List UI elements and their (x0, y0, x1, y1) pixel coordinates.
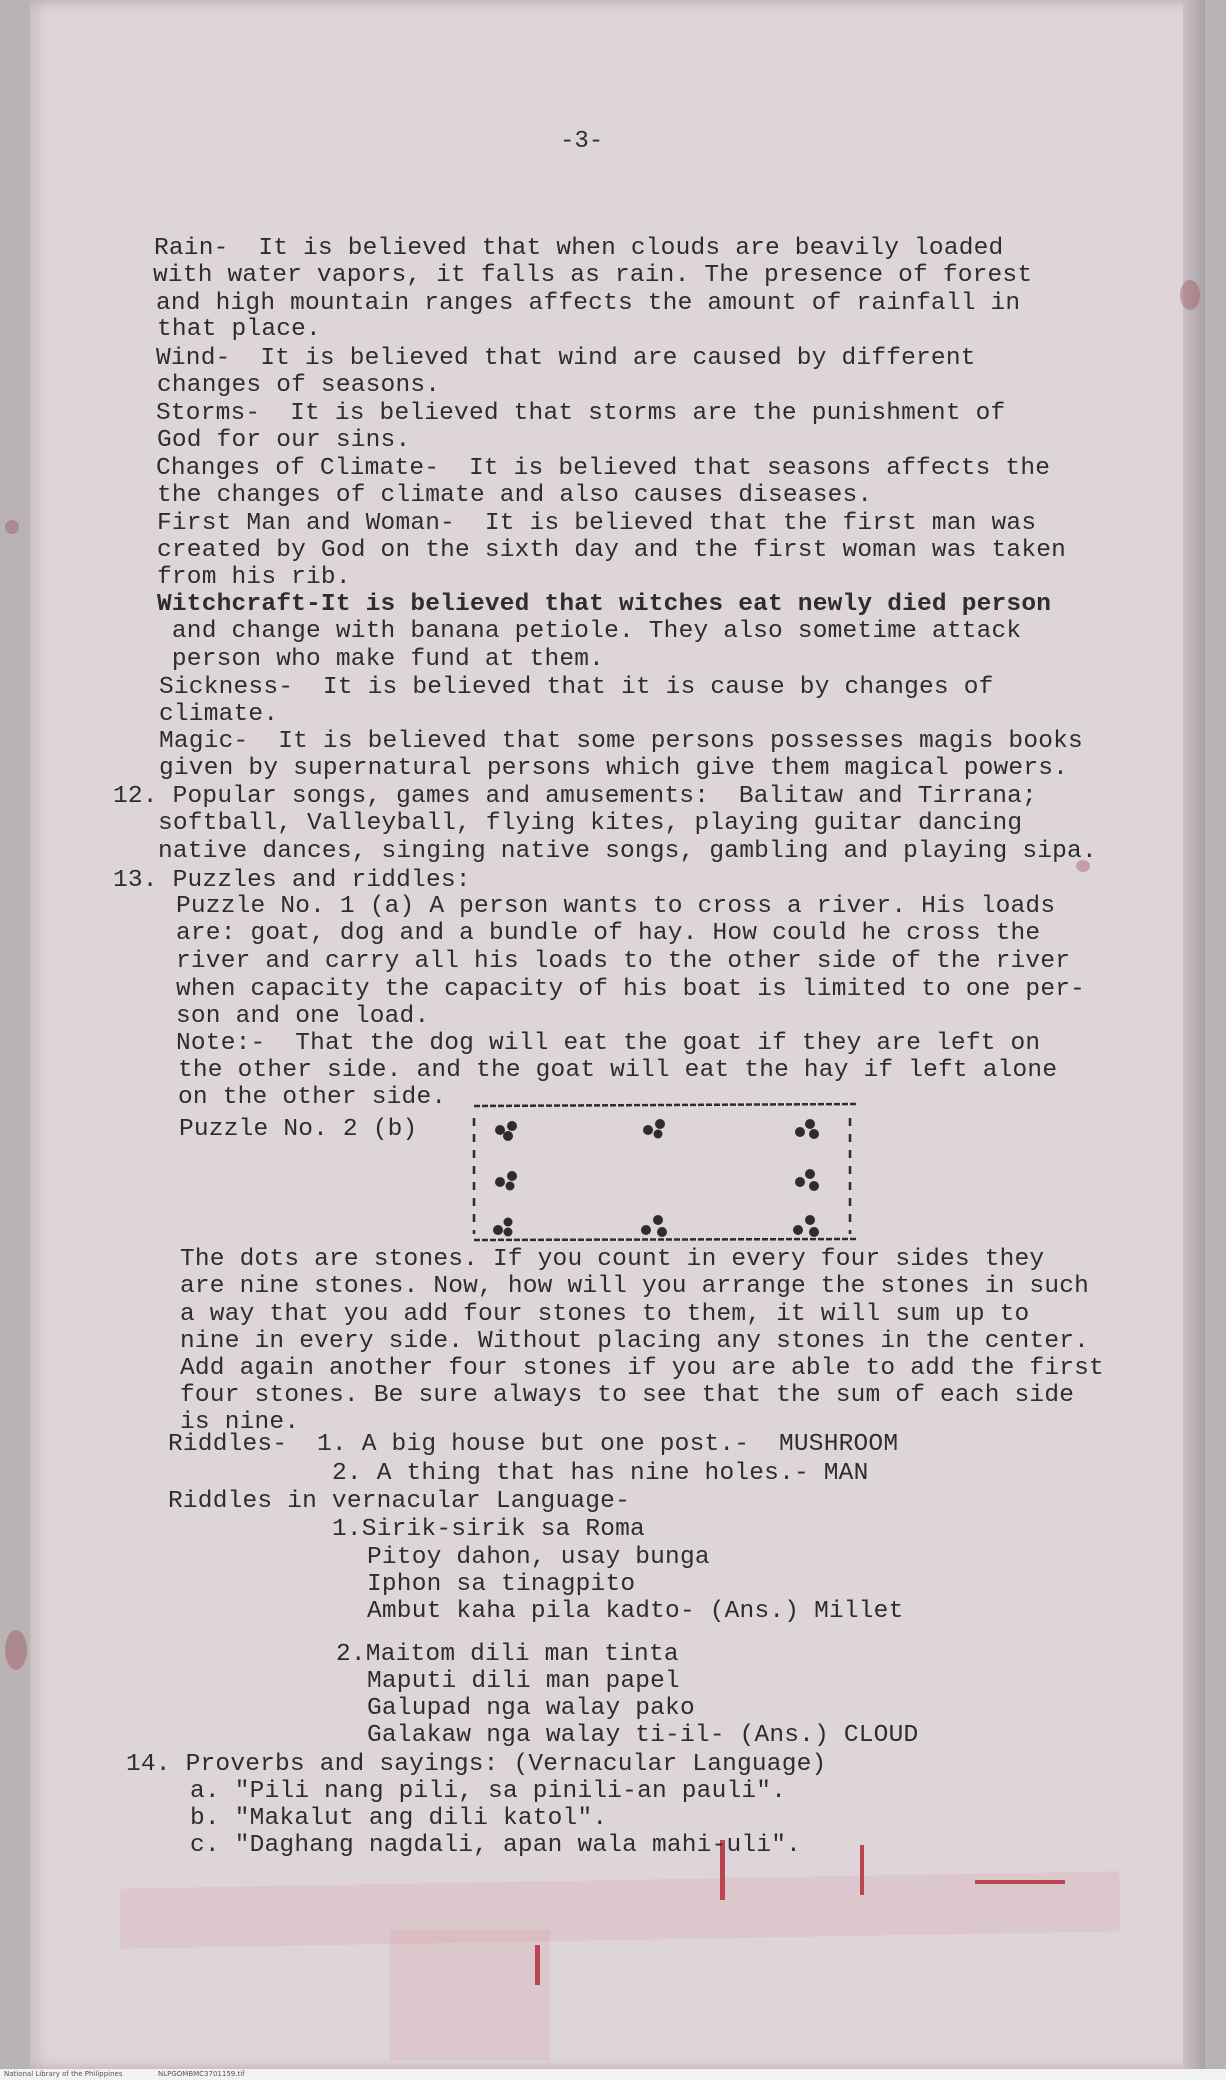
text-line: c. "Daghang nagdali, apan wala mahi-uli". (190, 1832, 801, 1859)
text-line: and change with banana petiole. They also sometime attack (157, 618, 1022, 645)
text-line: softball, Valleyball, flying kites, playing guitar dancing (158, 810, 1023, 837)
text-line: 14. Proverbs and sayings: (Vernacular Language) (126, 1751, 827, 1778)
text-line: Rain- It is believed that when clouds are beavily loaded (154, 235, 1004, 262)
ink-mark (535, 1945, 540, 1985)
stone-cluster-bottom-right (793, 1215, 819, 1237)
tape-strip (390, 1930, 550, 2060)
text-line: Ambut kaha pila kadto- (Ans.) Millet (367, 1598, 904, 1625)
text-line: Magic- It is believed that some persons possesses magis books (159, 728, 1083, 755)
text-line: The dots are stones. If you count in every four sides they (180, 1246, 1045, 1273)
text-line: changes of seasons. (157, 372, 441, 399)
text-line: Note:- That the dog will eat the goat if they are left on (176, 1030, 1041, 1057)
text-line: when capacity the capacity of his boat is limited to one per- (176, 976, 1086, 1003)
text-line: the changes of climate and also causes diseases. (157, 482, 873, 509)
stone-cluster-top-middle (643, 1119, 665, 1139)
stain (5, 1630, 27, 1670)
diagram-top-border (474, 1104, 856, 1106)
text-line: Galupad nga walay pako (367, 1695, 695, 1722)
text-line: 2.Maitom dili man tinta (336, 1641, 679, 1668)
text-line: Galakaw nga walay ti-il- (Ans.) CLOUD (367, 1722, 919, 1749)
footer-filename: NLPGOMBMC3701159.tif (158, 2070, 245, 2078)
text-line: person who make fund at them. (157, 646, 605, 673)
text-line: Puzzle No. 2 (b) (179, 1116, 418, 1143)
text-line: Changes of Climate- It is believed that seasons affects the (156, 455, 1051, 482)
text-line: God for our sins. (157, 427, 411, 454)
text-line: given by supernatural persons which give them magical powers. (159, 755, 1069, 782)
text-line: Puzzle No. 1 (a) A person wants to cross a river. His loads (176, 893, 1056, 920)
text-line: river and carry all his loads to the other side of the river (176, 948, 1071, 975)
text-line: climate. (159, 701, 279, 728)
text-line: created by God on the sixth day and the first woman was taken (157, 537, 1067, 564)
text-line: a. "Pili nang pili, sa pinili-an pauli". (190, 1778, 787, 1805)
text-line: and high mountain ranges affects the amount of rainfall in (156, 290, 1021, 317)
stone-cluster-top-left (495, 1121, 517, 1141)
text-line: on the other side. (178, 1084, 447, 1111)
ink-mark (975, 1880, 1065, 1884)
text-line: 12. Popular songs, games and amusements: Balitaw and Tirrana; (113, 783, 1037, 810)
text-line: native dances, singing native songs, gambling and playing sipa. (158, 838, 1097, 865)
stone-cluster-bottom-left (493, 1218, 513, 1237)
ink-mark (860, 1845, 864, 1895)
text-line: nine in every side. Without placing any stones in the center. (180, 1328, 1090, 1355)
stone-cluster-middle-left (495, 1171, 517, 1191)
text-line: a way that you add four stones to them, it will sum up to (180, 1301, 1030, 1328)
stone-cluster-top-right (795, 1119, 819, 1139)
text-line: Witchcraft-It is believed that witches eat newly died person (157, 591, 1052, 618)
text-line: Maputi dili man papel (367, 1668, 680, 1695)
text-line: Riddles in vernacular Language- (168, 1488, 630, 1515)
stone-puzzle-diagram (470, 1102, 860, 1242)
diagram-bottom-border (474, 1239, 856, 1240)
stain (5, 520, 19, 534)
text-line: Riddles- 1. A big house but one post.- MUSHROOM (168, 1431, 899, 1458)
tape-strip (120, 1871, 1121, 1948)
text-line: from his rib. (157, 564, 351, 591)
text-line: 2. A thing that has nine holes.- MAN (332, 1460, 869, 1487)
text-line: 1.Sirik-sirik sa Roma (332, 1516, 645, 1543)
text-line: are: goat, dog and a bundle of hay. How could he cross the (176, 920, 1041, 947)
text-line: Pitoy dahon, usay bunga (367, 1544, 710, 1571)
scan-footer (0, 2069, 1226, 2080)
text-line: son and one load. (176, 1003, 430, 1030)
page-number: -3- (560, 128, 604, 155)
footer-source: National Library of the Philippines (4, 2070, 123, 2078)
text-line: First Man and Woman- It is believed that the first man was (157, 510, 1037, 537)
text-line: Storms- It is believed that storms are the punishment of (156, 400, 1006, 427)
stone-cluster-middle-right (795, 1169, 819, 1191)
text-line: with water vapors, it falls as rain. The presence of forest (153, 262, 1033, 289)
text-line: 13. Puzzles and riddles: (113, 867, 471, 894)
stone-cluster-bottom-middle (641, 1215, 667, 1237)
text-line: four stones. Be sure always to see that the sum of each side (180, 1382, 1075, 1409)
text-line: Add again another four stones if you are able to add the first (180, 1355, 1104, 1382)
text-line: Iphon sa tinagpito (367, 1571, 636, 1598)
stain (1180, 280, 1200, 310)
text-line: Sickness- It is believed that it is cause by changes of (159, 674, 994, 701)
text-line: Wind- It is believed that wind are caused by different (156, 345, 976, 372)
page-spine (1183, 0, 1205, 2070)
text-line: that place. (157, 316, 321, 343)
text-line: are nine stones. Now, how will you arrange the stones in such (180, 1273, 1090, 1300)
text-line: is nine. (180, 1409, 300, 1436)
text-line: the other side. and the goat will eat the hay if left alone (178, 1057, 1058, 1084)
text-line: b. "Makalut ang dili katol". (190, 1805, 608, 1832)
